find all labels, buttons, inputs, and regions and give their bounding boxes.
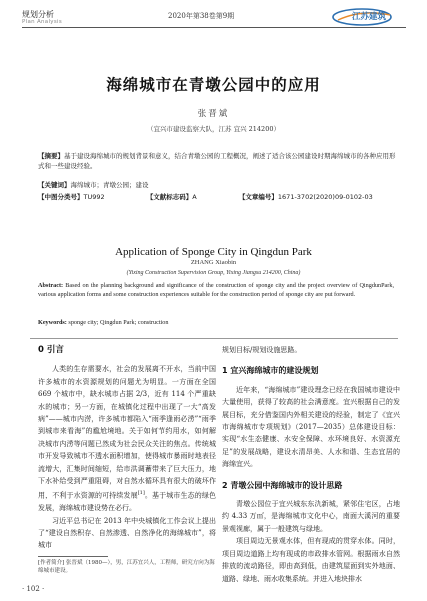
- intro-paragraph-1-tail: 。基于城市生态的绿色发展，海绵城市建设势在必行。: [38, 491, 217, 513]
- footnote-rule: [38, 556, 108, 557]
- article-title-en: Application of Sponge City in Qingdun Park: [115, 246, 312, 258]
- section-2-paragraph-1: 青墩公园位于宜兴城东东氿新城，紧邻住宅区，占地约 4.33 万㎡，是海绵城市文化中心，南面大溪河的重要景观视廊，属于一般建筑与绿地。: [222, 500, 400, 533]
- right-column: [222, 344, 400, 585]
- journal-logo-text: 江苏建筑: [352, 12, 387, 22]
- doc-code-label: 【文献标志码】: [146, 193, 193, 201]
- abstract-en-label: Abstract:: [38, 282, 64, 289]
- intro-paragraph-1-body: 人类的生存需要水，社会的发展离不开水，当前中国许多城市的水资源规划的问题尤为明显。一方面在全国 669 个城市中，缺水城市占据 2/3，近有 114 个严重缺水的城市；另一方面，在城镇化过程中出现了一大“高发病”——城市内涝，许多城市都陷入“雨季逢雨必涝”“雨季到城市来看海”的尴尬境地。关于如何节约用水，如何解决城市内涝等问题已然成为社会民众关注的焦点。传统城市开发导致城市不透水面积增加，使得城市暴雨时地表径流增大，汇集时间缩短，给市洪调蓄带来了巨大压力，地下水补给受到严重阻碍，对自然水循环具有很大的破坏作用，不利于水资源的可持续发展: [38, 365, 216, 500]
- keywords-en-text: sponge city; Qingdun Park; construction: [68, 319, 169, 326]
- continued-text: 规划目标/规划设施思路。: [222, 346, 302, 354]
- keywords-en: [38, 319, 394, 326]
- left-column: [38, 344, 216, 552]
- page-number: · 102 ·: [22, 585, 45, 593]
- keywords-en-label: Keywords:: [38, 319, 67, 326]
- section-label: 规划分析: [22, 10, 54, 19]
- doc-code-value: A: [192, 193, 197, 201]
- article-id-label: 【文章编号】: [238, 193, 278, 201]
- section-divider: [30, 338, 398, 339]
- abstract-cn: [38, 152, 398, 171]
- keywords-cn: [38, 181, 398, 191]
- author-footnote: [作者简介] 张晋斌（1980—），男，江苏宜兴人，工程师，研究方向为海绵城市建设。: [38, 560, 215, 574]
- section-sublabel: Plan Analysis: [22, 19, 63, 25]
- affiliation-en: (Yixing Construction Supervision Group, Yixing Jiangsu 214200, China): [126, 270, 301, 276]
- intro-paragraph-2: 习近平总书记在 2013 年中央城镇化工作会议上提出了“建设自然积存、自然渗透、自然净化的海绵城市”，将城市: [38, 516, 216, 550]
- abstract-cn-text: 基于建设海绵城市的规划背景和意义，结合青墩公园的工程概况，阐述了适合该公园建设时期海绵城市的各种应用形式和一些建设经验。: [38, 152, 396, 170]
- section-2-paragraph-2: 项目周边无景观水体，但有现成的贯穿水体。同时，项目周边道路上均有现成的市政排水管网。根据雨水自然排放的流动路径，即由高到低，由建筑屋面到实外地面、道路、绿地、雨水收集系统。并进入地块排水: [222, 537, 400, 583]
- abstract-cn-label: 【摘要】: [38, 152, 64, 160]
- header-rule: [22, 27, 406, 28]
- heading-section-1: 1 宜兴海绵城市的建设规划: [222, 366, 319, 376]
- author-en: ZHANG Xiaobin: [190, 259, 237, 266]
- author-cn: 张晋斌: [197, 109, 230, 119]
- keywords-cn-text: 海绵城市；青墩公园；建设: [70, 181, 149, 189]
- classification-row: [38, 193, 398, 203]
- abstract-en: [38, 281, 394, 300]
- issue-label: 2020年第38卷第9期: [168, 12, 235, 20]
- intro-paragraph-1: 人类的生存需要水，社会的发展离不开水，当前中国许多城市的水资源规划的问题尤为明显。一方面在全国 669 个城市中，缺水城市占据 2/3，近有 114 个严重缺水的城市；另一方面，在城镇化过程中出现了一大“高发病”——城市内涝，许多城市都陷入“雨季逢雨必涝”“雨季到城市来看海”的尴尬境地。关于如何节约用水，如何解决城市内涝等问题已然成为社会民众关注的焦点。传统城市开发导致城市不透水面积增加，使得城市暴雨时地表径流增大，汇集时间缩短，给市洪调蓄带来了巨大压力，地下水补给受到严重阻碍，对自然水循环具有很大的破坏作用，不利于水资源的可持续发展[1]。基于城市生态的绿色发展，海绵城市建设势在必行。: [38, 365, 217, 513]
- article-id-value: 1671-3702(2020)09-0102-03: [277, 193, 373, 201]
- affiliation-cn: （宜兴市建设监察大队，江苏 宜兴 214200）: [147, 125, 280, 133]
- article-title-cn: 海绵城市在青墩公园中的应用: [106, 76, 321, 94]
- heading-introduction: 0 引言: [38, 345, 64, 355]
- keywords-cn-label: 【关键词】: [38, 181, 71, 189]
- section-1-paragraph: 近年来，“海绵城市”建设理念已经在我国城市建设中大量使用，获得了较高的社会满意度。宜兴根据自己的发展目标，充分借鉴国内外相关建设的经验，制定了《宜兴市海绵城市专项规划》（2017—2035）总体建设目标：实现“水生态健康、水安全保障、水环境良好、水资源充足”的发展战略，建设水清昂美、人水和谐、生态宜居的海绵宜兴。: [222, 385, 400, 469]
- page-header: [0, 0, 427, 40]
- clc-value: TU992: [83, 193, 105, 201]
- abstract-en-text: Based on the planning background and significance of the construction of sponge city and the project overview of QingdunPark, various application forms and some construction experiences suitable for the construction period of sponge city are put forward.: [38, 282, 395, 299]
- heading-section-2: 2 青墩公园中海绵城市的设计思路: [222, 480, 343, 490]
- clc-label: 【中图分类号】: [38, 193, 84, 201]
